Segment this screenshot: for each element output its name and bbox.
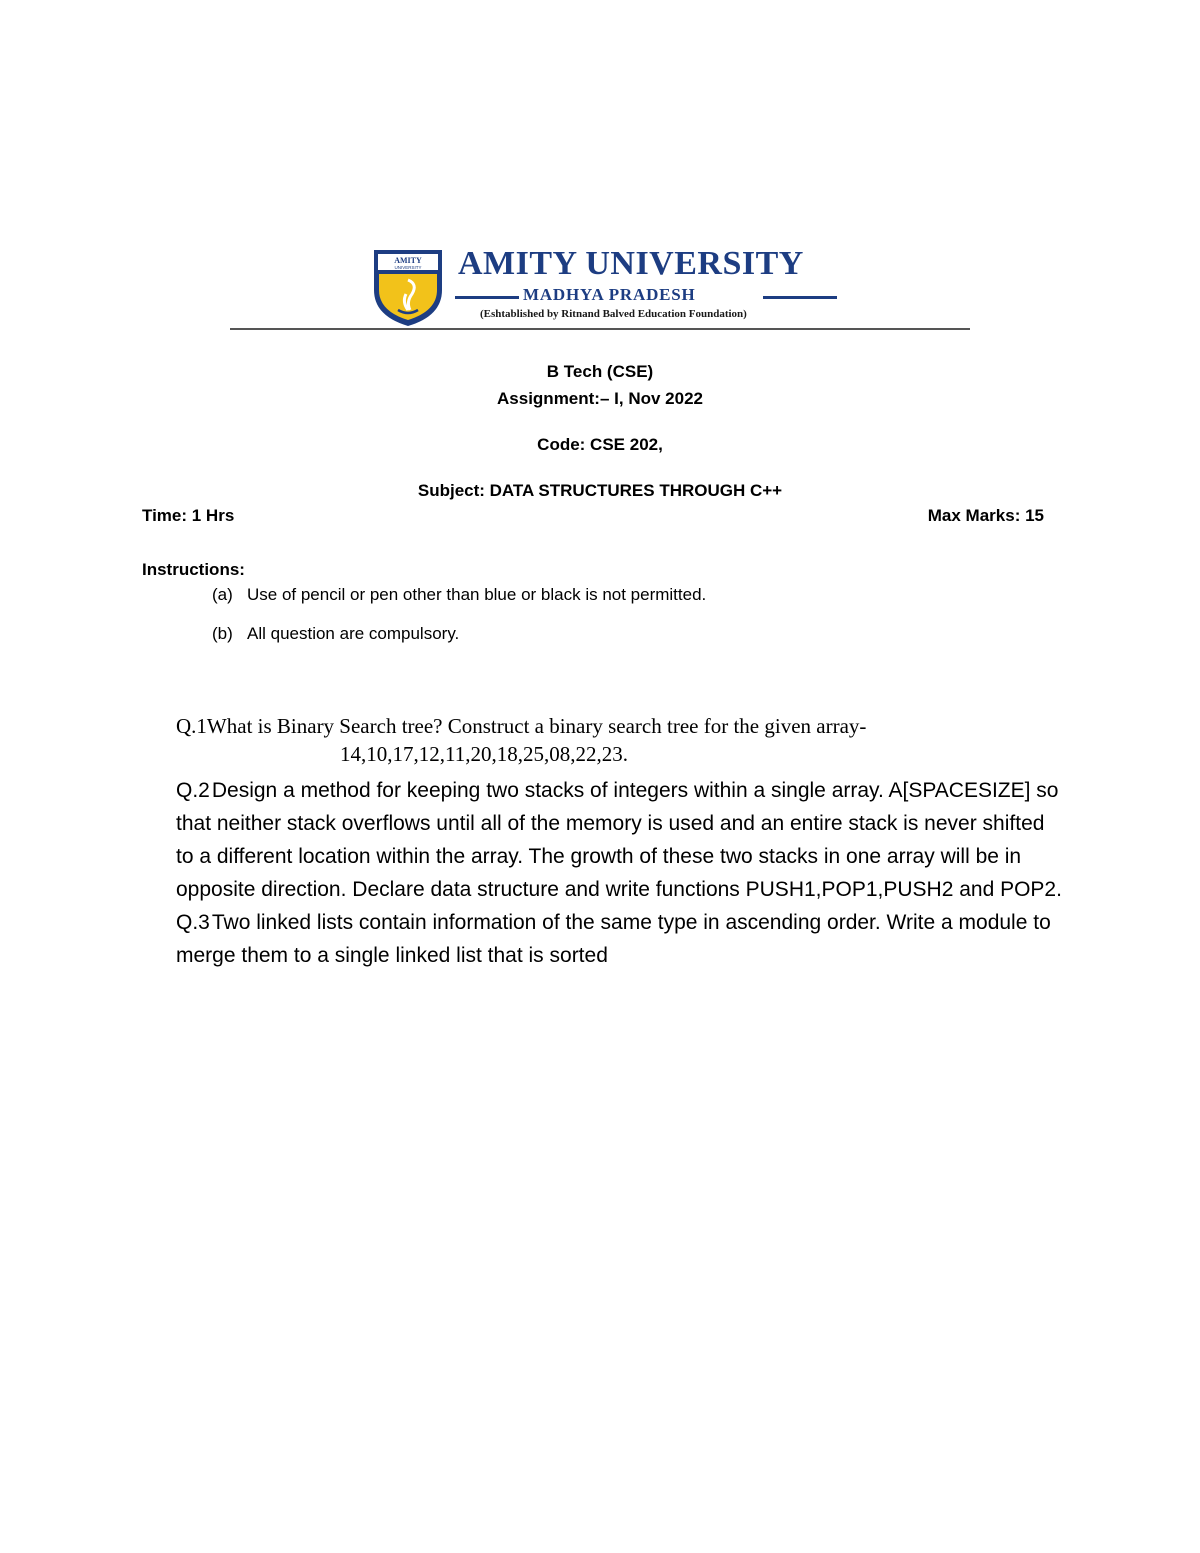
question-number: Q.1 <box>176 714 207 738</box>
letterhead <box>370 246 850 330</box>
state-line <box>455 286 837 308</box>
university-name: AMITY UNIVERSITY <box>458 245 804 282</box>
instruction-item <box>212 624 459 644</box>
max-marks: Max Marks: 15 <box>927 506 1044 525</box>
question-2 <box>176 774 1066 906</box>
university-crest-logo <box>370 246 446 328</box>
question-text: Two linked lists contain information of the same type in ascending order. Write a module to merge them to a single linked list that is sorted <box>176 911 1051 967</box>
time-allowed: Time: 1 Hrs <box>142 506 235 525</box>
question-3 <box>176 906 1066 972</box>
assignment-title: Assignment:– I, Nov 2022 <box>497 389 703 408</box>
instruction-text: All question are compulsory. <box>247 624 460 643</box>
state-name: MADHYA PRADESH <box>523 285 696 304</box>
svg-text:UNIVERSITY: UNIVERSITY <box>394 265 422 270</box>
svg-text:AMITY: AMITY <box>394 256 422 265</box>
question-text: Design a method for keeping two stacks of integers within a single array. A[SPACESIZE] so that neither stack overflows until all of the memory is used and an entire stack is never shifted to a different location within the array. The growth of these two stacks in one array will be in opposite direction. Declare data structure and write functions PUSH1,POP1,PUSH2 and POP2. <box>176 779 1062 901</box>
state-rule-right <box>763 296 837 299</box>
question-number: Q.3 <box>176 911 210 934</box>
subject-title: Subject: DATA STRUCTURES THROUGH C++ <box>417 481 783 500</box>
state-rule-left <box>455 296 519 299</box>
established-note: (Eshtablished by Ritnand Balved Education Foundation) <box>480 308 747 320</box>
instruction-text: Use of pencil or pen other than blue or black is not permitted. <box>247 585 707 604</box>
program-title: B Tech (CSE) <box>546 362 654 381</box>
question-text: What is Binary Search tree? Construct a binary search tree for the given array- <box>206 714 867 738</box>
header-divider <box>230 328 970 330</box>
question-1-array: 14,10,17,12,11,20,18,25,08,22,23. <box>340 742 628 766</box>
instructions-heading: Instructions: <box>142 560 245 579</box>
instruction-item <box>212 585 706 605</box>
instruction-label: (b) <box>212 624 233 643</box>
question-1 <box>176 714 1056 739</box>
question-number: Q.2 <box>176 779 210 802</box>
instruction-label: (a) <box>212 585 233 604</box>
course-code: Code: CSE 202, <box>537 435 663 454</box>
